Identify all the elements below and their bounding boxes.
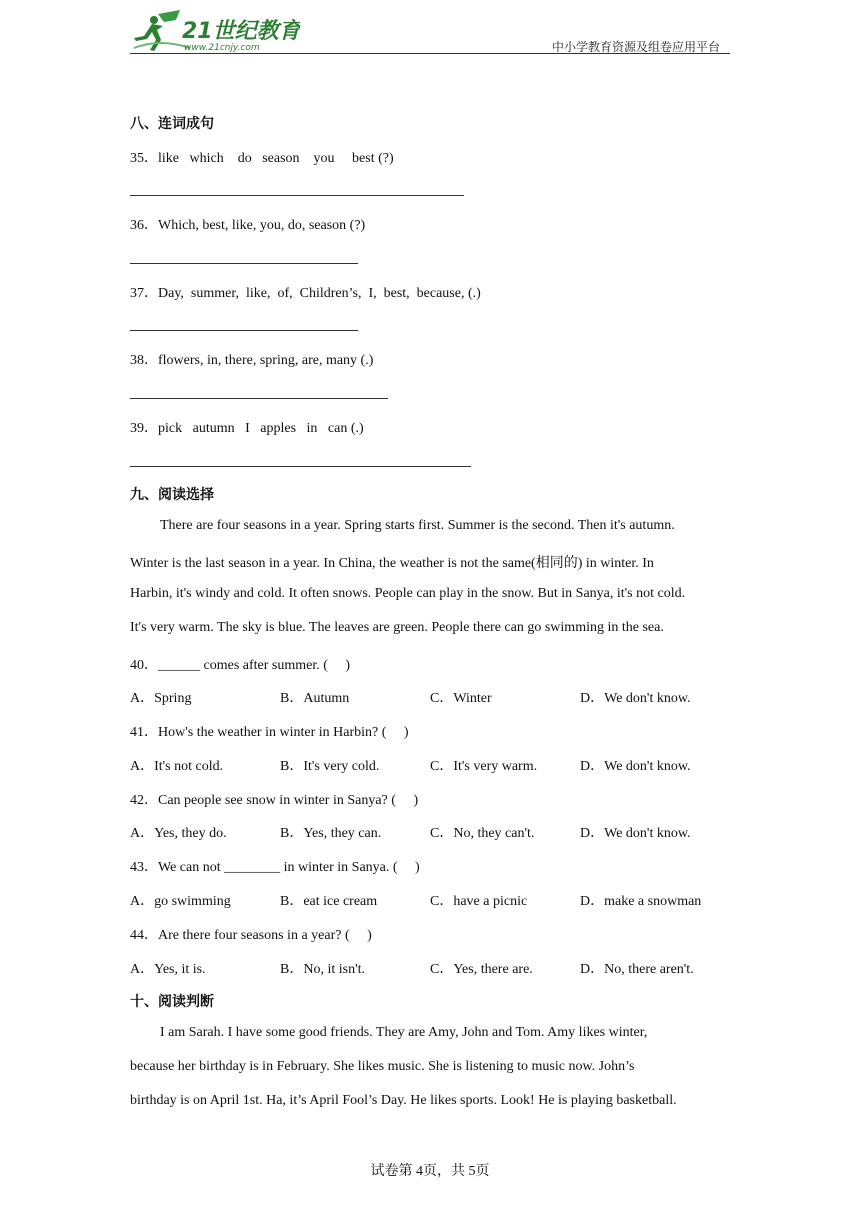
option-42-a[interactable]: A．Yes, they do. bbox=[130, 826, 227, 841]
question-38: 38．flowers, in, there, spring, are, many (.) bbox=[130, 353, 374, 368]
question-44: 44．Are there four seasons in a year? ( ) bbox=[130, 928, 372, 943]
judgement-passage-line: I am Sarah. I have some good friends. They are Amy, John and Tom. Amy likes winter, bbox=[160, 1025, 648, 1040]
answer-line-38[interactable] bbox=[130, 398, 388, 399]
reading-passage-line: Harbin, it's windy and cold. It often snows. People can play in the snow. But in Sanya, it's not cold. bbox=[130, 586, 686, 601]
option-42-d[interactable]: D．We don't know. bbox=[580, 826, 691, 841]
question-37: 37．Day, summer, like, of, Children’s, I, best, because, (.) bbox=[130, 286, 481, 301]
section-9-title: 九、阅读选择 bbox=[130, 487, 214, 503]
option-43-a[interactable]: A．go swimming bbox=[130, 894, 231, 909]
question-36: 36．Which, best, like, you, do, season (?) bbox=[130, 218, 366, 233]
question-40: 40．______ comes after summer. ( ) bbox=[130, 658, 351, 673]
header-divider bbox=[130, 53, 730, 54]
answer-line-37[interactable] bbox=[130, 330, 358, 331]
option-44-b[interactable]: B．No, it isn't. bbox=[280, 962, 365, 977]
reading-passage-line: Winter is the last season in a year. In China, the weather is not the same(相同的) in winter. In bbox=[130, 556, 654, 571]
option-43-d[interactable]: D．make a snowman bbox=[580, 894, 702, 909]
judgement-passage-line: birthday is on April 1st. Ha, it’s April Fool’s Day. He likes sports. Look! He is playing basketball. bbox=[130, 1093, 677, 1108]
svg-text:21世纪教育: 21世纪教育 bbox=[182, 19, 300, 44]
option-44-c[interactable]: C．Yes, there are. bbox=[430, 962, 533, 977]
question-35: 35．like which do season you best (?) bbox=[130, 151, 394, 166]
option-43-b[interactable]: B．eat ice cream bbox=[280, 894, 378, 909]
reading-passage-line: It's very warm. The sky is blue. The leaves are green. People there can go swimming in the sea. bbox=[130, 620, 664, 635]
reading-passage-line: There are four seasons in a year. Spring starts first. Summer is the second. Then it's autumn. bbox=[160, 518, 675, 533]
option-41-a[interactable]: A．It's not cold. bbox=[130, 759, 224, 774]
answer-line-35[interactable] bbox=[130, 195, 464, 196]
site-logo bbox=[130, 8, 300, 54]
option-43-c[interactable]: C．have a picnic bbox=[430, 894, 528, 909]
option-41-d[interactable]: D．We don't know. bbox=[580, 759, 691, 774]
option-40-c[interactable]: C．Winter bbox=[430, 691, 492, 706]
question-42: 42．Can people see snow in winter in Sanya? ( ) bbox=[130, 793, 419, 808]
option-40-b[interactable]: B．Autumn bbox=[280, 691, 350, 706]
option-41-c[interactable]: C．It's very warm. bbox=[430, 759, 538, 774]
answer-line-39[interactable] bbox=[130, 466, 471, 467]
platform-name: 中小学教育资源及组卷应用平台 bbox=[551, 40, 720, 54]
option-40-a[interactable]: A．Spring bbox=[130, 691, 192, 706]
section-10-title: 十、阅读判断 bbox=[130, 994, 214, 1010]
option-44-a[interactable]: A．Yes, it is. bbox=[130, 962, 206, 977]
page-footer: 试卷第 4页，共 5页 bbox=[370, 1164, 490, 1179]
option-41-b[interactable]: B．It's very cold. bbox=[280, 759, 380, 774]
question-43: 43．We can not ________ in winter in Sanya. ( ) bbox=[130, 860, 420, 875]
option-42-c[interactable]: C．No, they can't. bbox=[430, 826, 535, 841]
answer-line-36[interactable] bbox=[130, 263, 358, 264]
section-8-title: 八、连词成句 bbox=[130, 116, 214, 132]
page-header bbox=[130, 8, 730, 54]
option-44-d[interactable]: D．No, there aren't. bbox=[580, 962, 694, 977]
svg-text:www.21cnjy.com: www.21cnjy.com bbox=[184, 43, 260, 53]
runner-icon bbox=[130, 8, 300, 54]
option-40-d[interactable]: D．We don't know. bbox=[580, 691, 691, 706]
question-41: 41．How's the weather in winter in Harbin? ( ) bbox=[130, 725, 409, 740]
option-42-b[interactable]: B．Yes, they can. bbox=[280, 826, 382, 841]
judgement-passage-line: because her birthday is in February. She likes music. She is listening to music now. John’s bbox=[130, 1059, 635, 1074]
question-39: 39．pick autumn I apples in can (.) bbox=[130, 421, 364, 436]
